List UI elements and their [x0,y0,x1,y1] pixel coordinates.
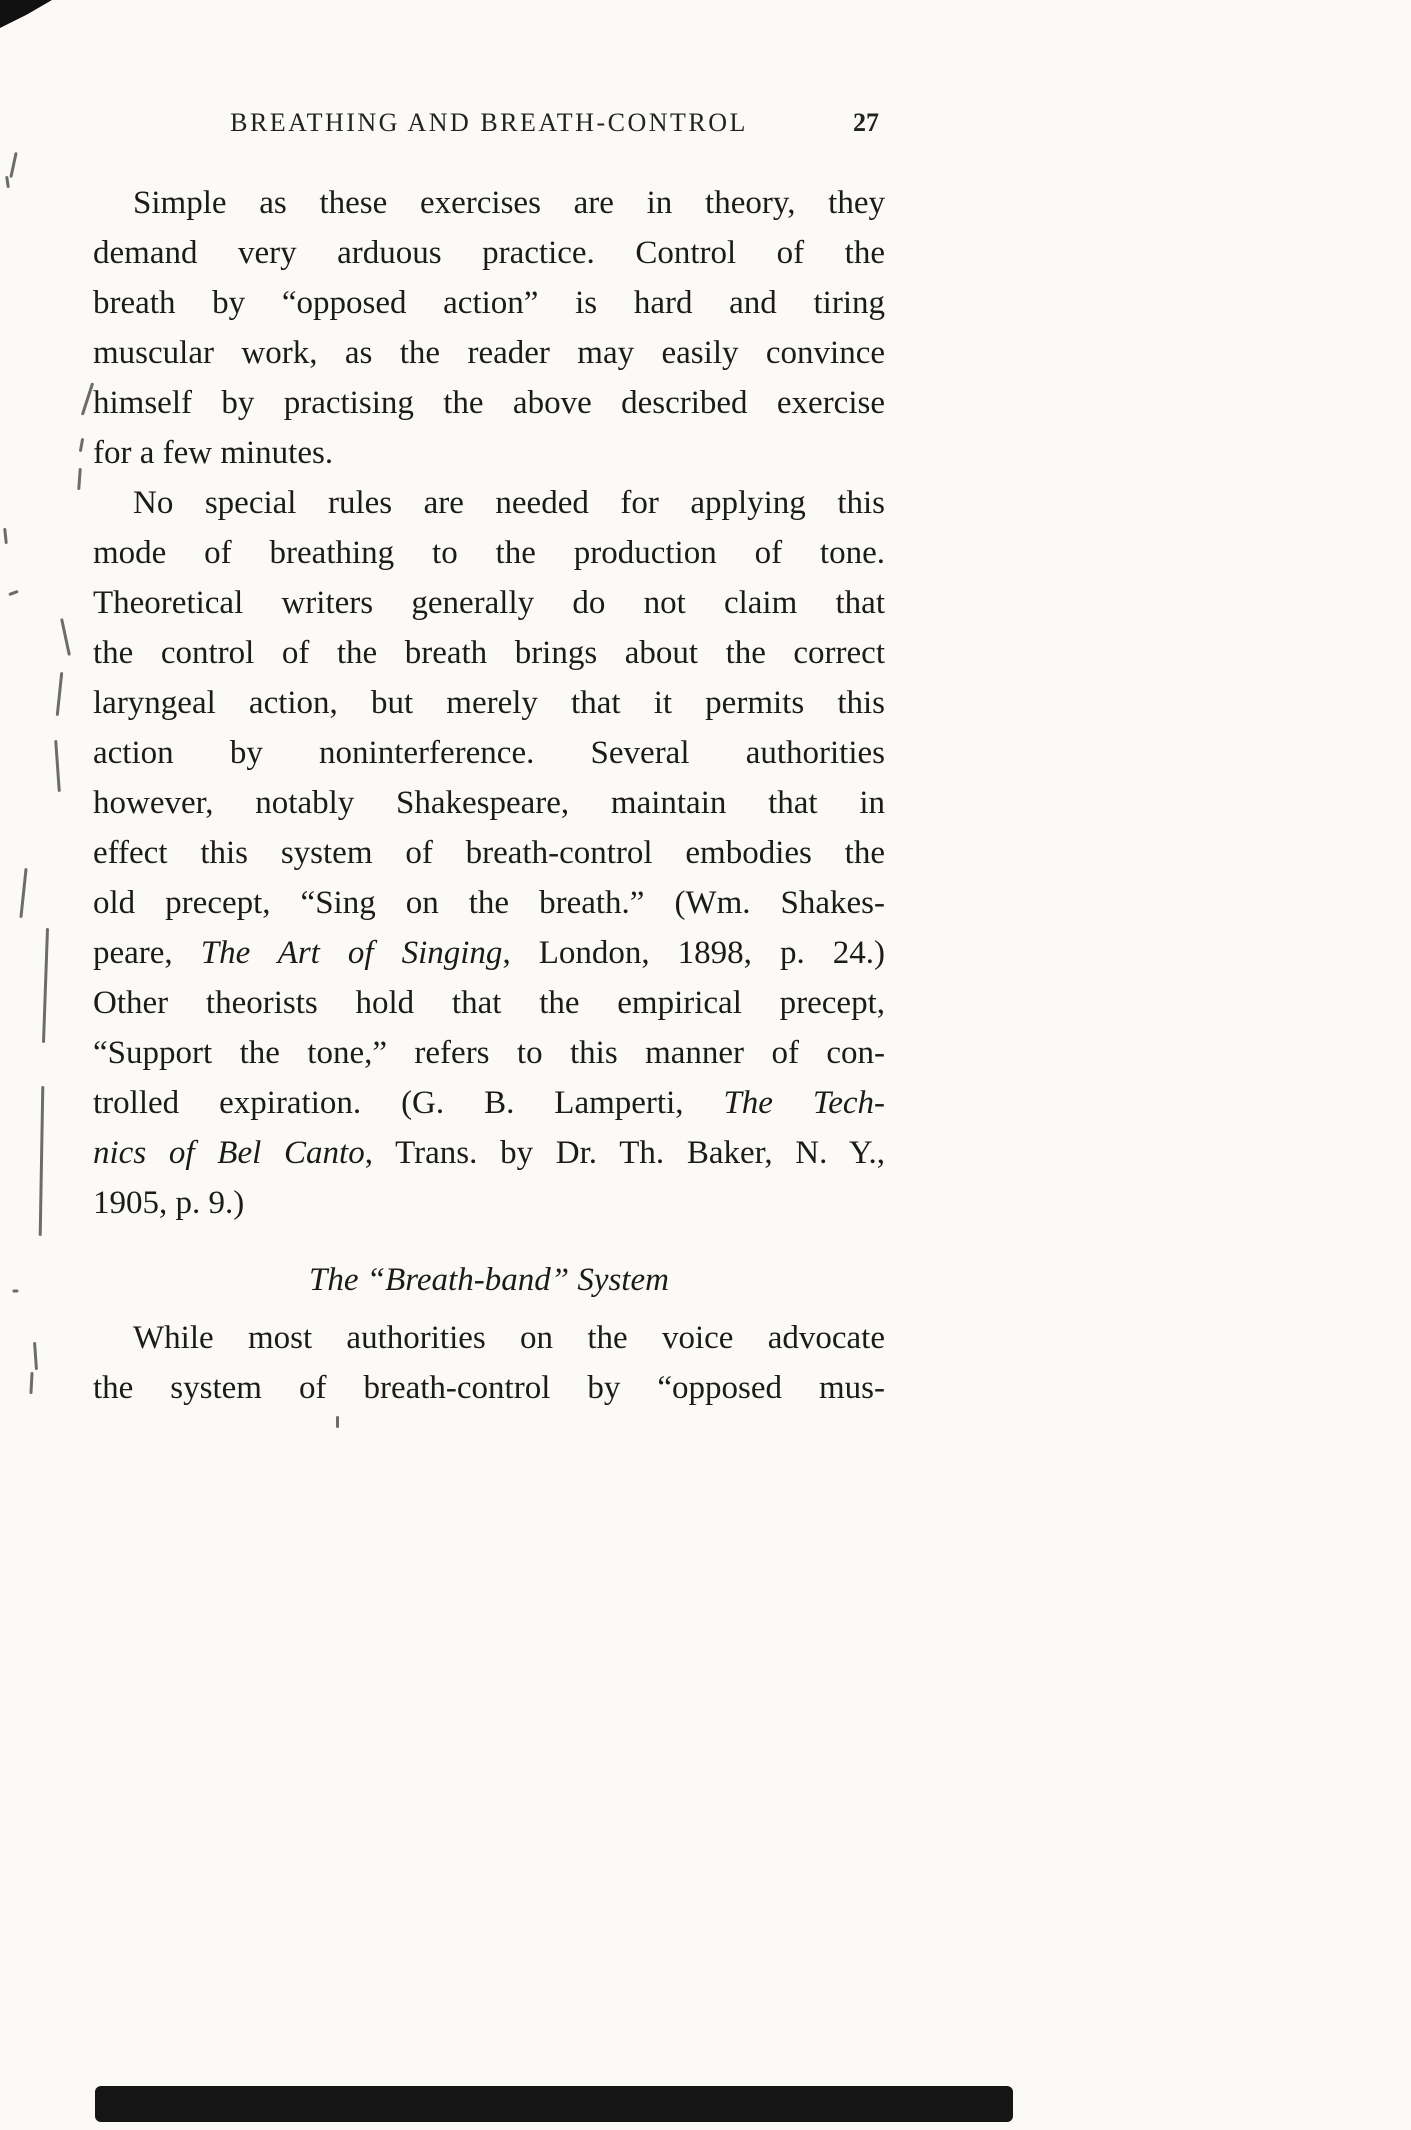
text-line [93,928,885,978]
italic-text-segment: nics of Bel Canto [93,1135,365,1171]
text-segment: demand very arduous practice. Control of the [93,235,885,271]
text-segment: While most authorities on the voice advocate [133,1320,885,1356]
running-head-title: BREATHING AND BREATH-CONTROL [230,108,748,137]
text-segment: , London, 1898, p. 24.) [502,935,885,971]
scan-mark [336,1416,339,1428]
text-line [93,828,885,878]
scan-mark [33,1342,38,1370]
scan-mark [5,176,10,188]
text-column [93,108,885,1413]
text-segment: laryngeal action, but merely that it permits this [93,685,885,721]
scan-mark [79,438,84,452]
text-segment: “Support the tone,” refers to this manner of con- [93,1035,885,1071]
text-segment: peare, [93,935,201,971]
italic-text-segment: The Art of Singing [200,935,503,971]
text-segment: the system of breath-control by “opposed mus- [93,1370,885,1406]
scan-mark [39,1086,45,1236]
text-segment: Theoretical writers generally do not claim that [93,585,885,621]
text-line [93,628,885,678]
scan-mark [54,740,61,792]
scan-mark [3,528,8,544]
page-number: 27 [853,108,879,137]
scan-mark [77,468,82,490]
text-line [93,1313,885,1363]
paragraph-2 [93,478,885,1228]
scan-mark [60,618,71,656]
text-line [93,728,885,778]
text-line [93,278,885,328]
text-line [93,378,885,428]
text-line [93,778,885,828]
text-segment: mode of breathing to the production of tone. [93,535,885,571]
scan-mark [56,672,64,716]
text-segment: breath by “opposed action” is hard and tiring [93,285,885,321]
text-line [93,1128,885,1178]
text-line [93,478,885,528]
text-line [93,678,885,728]
text-line [93,1178,885,1228]
text-segment: trolled expiration. (G. B. Lamperti, [93,1085,724,1121]
scan-mark [9,152,17,178]
scan-bottom-bar [95,2086,1013,2122]
section-heading: The “Breath-band” System [309,1262,669,1298]
text-segment: Other theorists hold that the empirical precept, [93,985,885,1021]
text-segment: old precept, “Sing on the breath.” (Wm. Shakes- [93,885,885,921]
text-line [93,528,885,578]
italic-text-segment: The Tech- [723,1085,885,1121]
paragraph-1 [93,178,885,478]
text-segment: the control of the breath brings about the correct [93,635,885,671]
running-head [93,108,885,138]
text-line [93,878,885,928]
text-line [93,178,885,228]
scan-corner-artifact [0,0,52,28]
scan-mark [12,1289,18,1292]
text-segment: 1905, p. 9.) [93,1185,245,1221]
text-line [93,978,885,1028]
scan-mark [8,590,18,596]
text-segment: himself by practising the above described exercise [93,385,885,421]
scan-mark [19,868,27,918]
text-line [93,578,885,628]
text-segment: effect this system of breath-control embodies the [93,835,885,871]
scan-mark [29,1372,33,1394]
paragraph-3 [93,1313,885,1413]
text-segment: Simple as these exercises are in theory, they [133,185,885,221]
text-line [93,328,885,378]
text-line [93,228,885,278]
text-line [93,1078,885,1128]
scan-mark [42,928,49,1043]
text-line [93,1363,885,1413]
text-segment: for a few minutes. [93,435,334,471]
text-segment: , Trans. by Dr. Th. Baker, N. Y., [364,1135,885,1171]
text-segment: No special rules are needed for applying this [133,485,885,521]
text-line [93,428,885,478]
text-segment: muscular work, as the reader may easily convince [93,335,885,371]
text-segment: action by noninterference. Several authorities [93,735,885,771]
text-line [93,1028,885,1078]
text-segment: however, notably Shakespeare, maintain that in [93,785,885,821]
